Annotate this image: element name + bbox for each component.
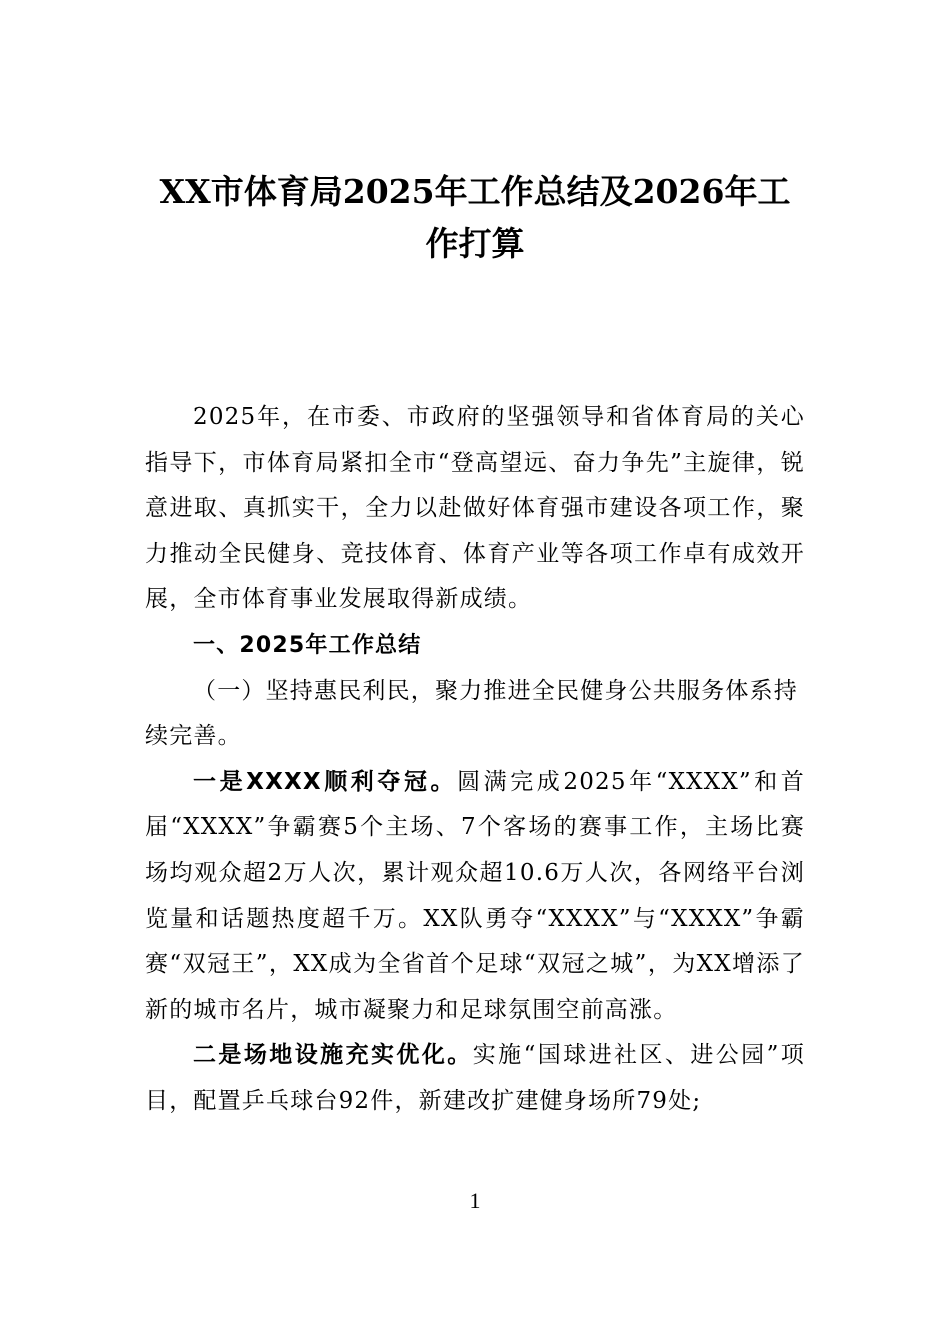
intro-paragraph: 2025年，在市委、市政府的坚强领导和省体育局的关心指导下，市体育局紧扣全市“登高望远、奋力争先”主旋律，锐意进取、真抓实干，全力以赴做好体育强市建设各项工作，聚力推动全民健身、竞技体育、体育产业等各项工作卓有成效开展，全市体育事业发展取得新成绩。 <box>145 404 805 613</box>
item-paragraph-2 <box>145 1033 805 1124</box>
document-title: XX市体育局2025年工作总结及2026年工作打算 <box>159 172 791 263</box>
subsection-heading: （一）坚持惠民利民，聚力推进全民健身公共服务体系持续完善。 <box>145 677 798 750</box>
item-paragraph-1 <box>145 760 805 1034</box>
document-body <box>145 395 805 1125</box>
item-1-lead: 一是XXXX顺利夺冠。 <box>193 768 458 795</box>
item-2-lead: 二是场地设施充实优化。 <box>193 1042 473 1069</box>
item-2-text: 实施“国球进社区、进公园”项目，配置乒乓球台92件，新建改扩建健身场所79处; <box>145 1042 805 1114</box>
item-1-text: 圆满完成2025年“XXXX”和首届“XXXX”争霸赛5个主场、7个客场的赛事工作，主场比赛场均观众超2万人次，累计观众超10.6万人次，各网络平台浏览量和话题热度超千万。XX队勇夺“XXXX”与“XXXX”争霸赛“双冠王”，XX成为全省首个足球“双冠之城”，为XX增添了新的城市名片，城市凝聚力和足球氛围空前高涨。 <box>145 768 805 1023</box>
page-number: 1 <box>469 1188 481 1213</box>
section-heading: 一、2025年工作总结 <box>193 632 422 658</box>
